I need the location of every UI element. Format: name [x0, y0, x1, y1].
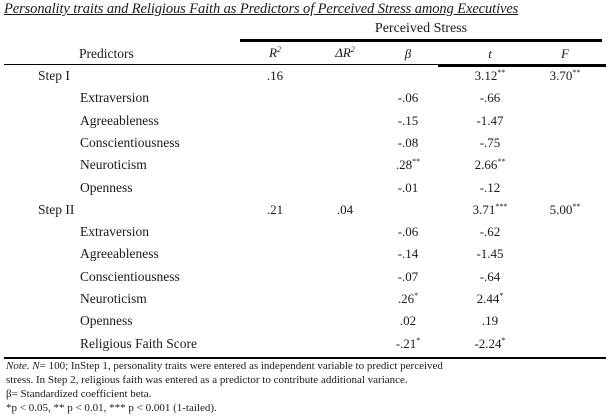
note-line-2: stress. In Step 2, religious faith was entered as a predictor to contribute additional variance.	[6, 374, 408, 386]
header-r2: $R^2$	[269, 45, 281, 60]
cell-beta: -.21*	[395, 336, 421, 351]
header-f: F	[561, 46, 569, 61]
cell-beta: -.08	[397, 135, 419, 150]
cell-t: -.75	[479, 135, 501, 150]
cell-t: 3.12**	[474, 68, 506, 83]
cell-beta: .02	[399, 313, 417, 328]
header-t: t	[488, 46, 492, 61]
table-title: Personality traits and Religious Faith as Predictors of Perceived Stress among Executives	[4, 1, 519, 17]
header-bottom-rule-thick	[438, 64, 606, 67]
step-label: Step II	[38, 202, 75, 217]
header-group-label: Perceived Stress	[374, 21, 468, 36]
predictor-label: Agreeableness	[80, 113, 159, 128]
cell-f: 3.70**	[549, 68, 581, 83]
header-delta-r2: $\Delta R^2$	[335, 45, 355, 60]
predictor-label: Extraversion	[80, 90, 149, 105]
cell-t: -2.24*	[474, 336, 506, 351]
predictor-label: Conscientiousness	[80, 269, 180, 284]
predictor-label: Openness	[80, 313, 133, 328]
step-label: Step I	[38, 68, 70, 83]
predictor-label: Agreeableness	[80, 246, 159, 261]
header-beta: β	[404, 46, 412, 61]
cell-t: -.66	[479, 90, 501, 105]
cell-beta: -.01	[397, 180, 419, 195]
predictor-label: Religious Faith Score	[80, 336, 197, 351]
cell-beta: -.06	[397, 90, 419, 105]
cell-r2: .21	[266, 202, 284, 217]
cell-t: -.62	[479, 224, 501, 239]
cell-beta: -.06	[397, 224, 419, 239]
predictor-label: Neuroticism	[80, 291, 147, 306]
cell-beta: .28**	[395, 157, 421, 172]
cell-beta: -.07	[397, 269, 419, 284]
cell-beta: -.14	[397, 246, 419, 261]
cell-t: .19	[481, 313, 499, 328]
cell-t: 2.66**	[474, 157, 506, 172]
note-line-1: Note. N= 100; InStep 1, personality traits were entered as independent variable to predict perceived	[6, 360, 443, 372]
predictor-label: Neuroticism	[80, 157, 147, 172]
predictor-label: Openness	[80, 180, 133, 195]
cell-t: -.64	[479, 269, 501, 284]
note-line-4: *p < 0.05, ** p < 0.01, *** p < 0.001 (1-tailed).	[6, 402, 217, 414]
cell-f: 5.00**	[549, 202, 581, 217]
cell-t: -.12	[479, 180, 501, 195]
cell-t: -1.47	[476, 113, 504, 128]
note-line-3: β= Standardized coefficient beta.	[6, 388, 152, 400]
header-predictors: Predictors	[79, 46, 134, 61]
cell-beta: -.15	[397, 113, 419, 128]
cell-t: -1.45	[476, 246, 504, 261]
cell-dr2: .04	[336, 202, 354, 217]
cell-r2: .16	[266, 68, 284, 83]
predictor-label: Extraversion	[80, 224, 149, 239]
cell-t: 2.44*	[476, 291, 504, 306]
cell-beta: .26*	[397, 291, 419, 306]
cell-t: 3.71***	[472, 202, 508, 217]
predictor-label: Conscientiousness	[80, 135, 180, 150]
header-group-rule	[240, 39, 602, 42]
